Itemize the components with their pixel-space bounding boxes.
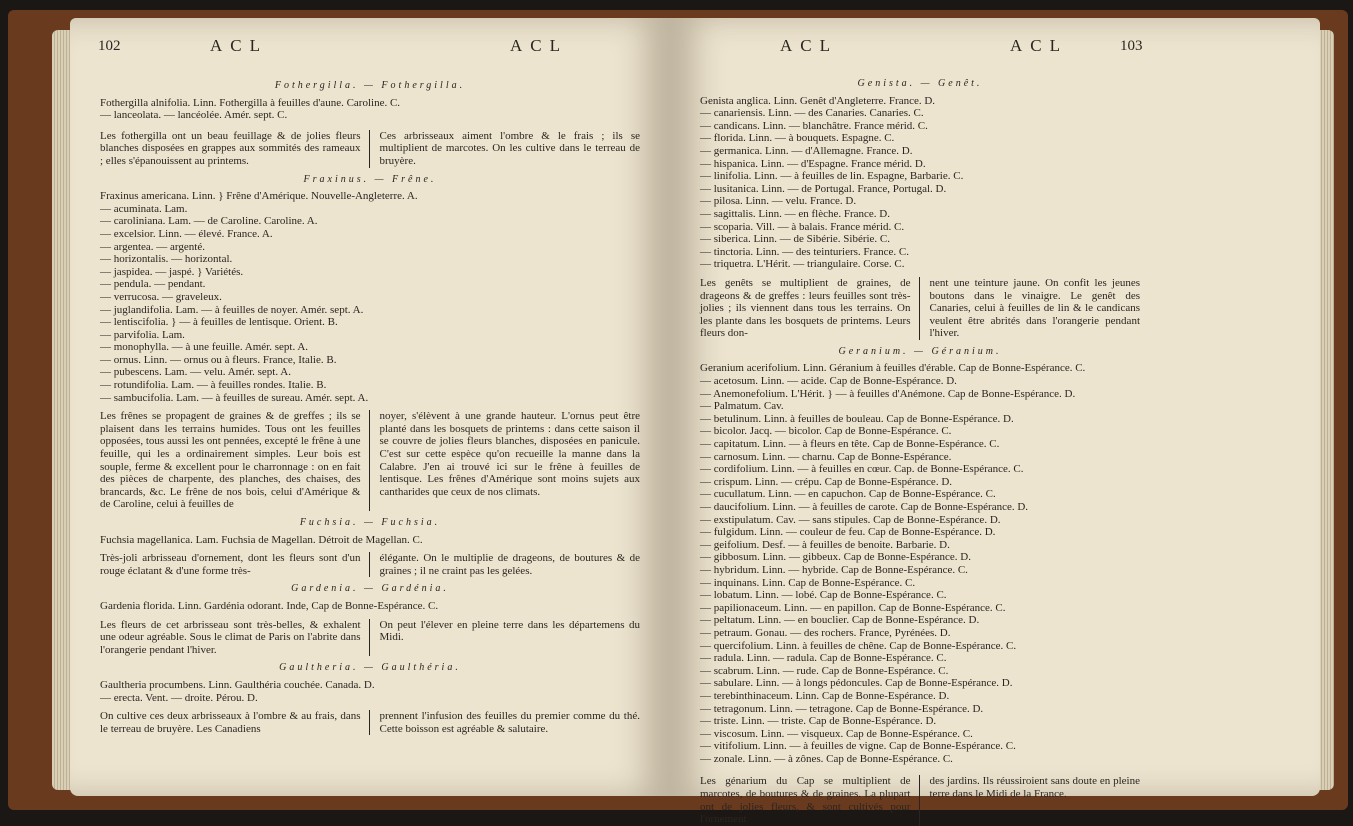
entry: — peltatum. Linn. — en bouclier. Cap de Bonne-Espérance. D. bbox=[700, 614, 980, 627]
entry: — pubescens. Lam. — velu. Amér. sept. A. bbox=[100, 366, 291, 379]
entry: — triquetra. L'Hérit. — triangulaire. Corse. C. bbox=[700, 258, 905, 271]
page-edges-left bbox=[52, 30, 72, 790]
column-text: Très-joli arbrisseau d'ornement, dont les fleurs sont d'un rouge éclatant & d'une forme très- bbox=[100, 552, 370, 577]
entry: — cucullatum. Linn. — en capuchon. Cap de Bonne-Espérance. C. bbox=[700, 488, 996, 501]
entry: Gardenia florida. Linn. Gardénia odorant. Inde, Cap de Bonne-Espérance. C. bbox=[100, 599, 439, 612]
two-column-text bbox=[700, 277, 1140, 340]
column-text: Les genêts se multiplient de graines, de drageons & de greffes : leurs feuilles sont très-jolies ; ils viennent dans tous les terrains. On les plante dans les bosquets de printems. Leurs fleurs don- bbox=[700, 277, 920, 340]
entry: — germanica. Linn. — d'Allemagne. France. D. bbox=[700, 144, 913, 157]
entry: — papilionaceum. Linn. — en papillon. Cap de Bonne-Espérance. C. bbox=[700, 601, 1006, 614]
entry: — carnosum. Linn. — charnu. Cap de Bonne-Espérance. bbox=[700, 450, 952, 463]
entry: — siberica. Linn. — de Sibérie. Sibérie. C. bbox=[700, 233, 891, 246]
entry: — bicolor. Jacq. — bicolor. Cap de Bonne-Espérance. C. bbox=[700, 425, 952, 438]
entry: — hybridum. Linn. — hybride. Cap de Bonne-Espérance. C. bbox=[700, 563, 968, 576]
column-text: Les fleurs de cet arbrisseau sont très-belles, & exhalent une odeur agréable. Sous le climat de Paris on l'abrite dans l'orangerie pendant l'hiver. bbox=[100, 619, 370, 657]
entry: — viscosum. Linn. — visqueux. Cap de Bonne-Espérance. C. bbox=[700, 727, 973, 740]
column-text: Ces arbrisseaux aiment l'ombre & le frais ; ils se multiplient de marcotes. On les cultive dans le terreau de bruyère. bbox=[379, 129, 640, 167]
entry: — linifolia. Linn. — à feuilles de lin. Espagne, Barbarie. C. bbox=[700, 170, 964, 183]
entry: — daucifolium. Linn. — à feuilles de carote. Cap de Bonne-Espérance. D. bbox=[700, 501, 1029, 513]
entry: Fuchsia magellanica. Lam. Fuchsia de Magellan. Détroit de Magellan. C. bbox=[100, 533, 423, 546]
two-column-text bbox=[100, 619, 640, 657]
section-heading: Fraxinus. — Frêne. bbox=[303, 173, 437, 185]
left-page bbox=[70, 18, 670, 796]
two-column-text bbox=[100, 130, 640, 168]
entry: — argentea. — argenté. bbox=[100, 240, 205, 253]
column-text: Les frênes se propagent de graines & de greffes ; ils se plaisent dans les terrains humides. Tous ont les feuilles opposées, tous aussi les ont pennées, excepté le frêne à une feuille, qui les a ordinairement simples. Leur bois est souple, ferme & excellent pour le charronnage : on en fait des pièces de charpente, des planches, des chaises, des brancards, &c. Le frêne de nos bois, celui d'Amérique & de Caroline, celui à feuilles de bbox=[100, 410, 370, 511]
entry: — fulgidum. Linn. — couleur de feu. Cap de Bonne-Espérance. D. bbox=[700, 526, 996, 539]
entry: — pilosa. Linn. — velu. France. D. bbox=[700, 195, 857, 208]
section-heading: Genista. — Genêt. bbox=[857, 78, 983, 89]
running-header-right: ACL bbox=[510, 36, 568, 55]
column-text: On cultive ces deux arbrisseaux à l'ombre & au frais, dans le terreau de bruyère. Les Canadiens bbox=[100, 710, 370, 735]
column-text: prennent l'infusion des feuilles du premier comme du thé. Cette boisson est agréable & salutaire. bbox=[379, 710, 640, 735]
running-header-right: ACL bbox=[1010, 36, 1068, 55]
section-heading: Gardenia. — Gardénia. bbox=[291, 583, 449, 595]
entry: — cordifolium. Linn. — à feuilles en cœur. Cap. de Bonne-Espérance. C. bbox=[700, 463, 1024, 476]
entry: — excelsior. Linn. — élevé. France. A. bbox=[100, 227, 273, 240]
entry: — triste. Linn. — triste. Cap de Bonne-Espérance. D. bbox=[700, 715, 937, 728]
page-number: 103 bbox=[1120, 38, 1143, 54]
entry: — terebinthinaceum. Linn. Cap de Bonne-Espérance. D. bbox=[700, 689, 950, 702]
column-text: Les fothergilla ont un beau feuillage & de jolies fleurs blanches disposées en grappes aux sommités des rameaux ; elles s'épanouissent au printems. bbox=[100, 130, 370, 168]
entry: — radula. Linn. — radula. Cap de Bonne-Espérance. C. bbox=[700, 652, 947, 665]
section-heading: Fothergilla. — Fothergilla. bbox=[274, 80, 466, 91]
entry: — betulinum. Linn. à feuilles de bouleau. Cap de Bonne-Espérance. D. bbox=[700, 412, 1014, 425]
column-text: des jardins. Ils réussiroient sans doute en pleine terre dans le Midi de la France. bbox=[929, 775, 1140, 801]
entry: — rotundifolia. Lam. — à feuilles rondes. Italie. B. bbox=[100, 379, 327, 392]
entry: — candicans. Linn. — blanchâtre. France mérid. C. bbox=[700, 119, 928, 132]
entry: — ornus. Linn. — ornus ou à fleurs. France, Italie. B. bbox=[100, 353, 337, 366]
right-page bbox=[670, 18, 1320, 826]
entry: — scabrum. Linn. — rude. Cap de Bonne-Espérance. C. bbox=[700, 664, 949, 677]
column-text: Les génarium du Cap se multiplient de marcotes, de boutures & de graines. La plupart ont de jolies fleurs, & sont cultivés pour l'ornement bbox=[700, 775, 920, 825]
column-text: On peut l'élever en pleine terre dans les départemens du Midi. bbox=[379, 618, 640, 644]
entry: — lobatum. Linn. — lobé. Cap de Bonne-Espérance. C. bbox=[700, 589, 947, 602]
entry: — sabulare. Linn. — à longs pédoncules. Cap de Bonne-Espérance. D. bbox=[700, 677, 1013, 690]
entry: — Palmatum. Cav. bbox=[700, 400, 784, 413]
entry: — juglandifolia. Lam. — à feuilles de noyer. Amér. sept. A. bbox=[100, 303, 364, 316]
entry: — vitifolium. Linn. — à feuilles de vigne. Cap de Bonne-Espérance. C. bbox=[700, 740, 1016, 753]
entry: — canariensis. Linn. — des Canaries. Canaries. C. bbox=[700, 107, 924, 120]
entry: — Anemonefolium. L'Hérit. } — à feuilles d'Anémone. Cap de Bonne-Espérance. D. bbox=[700, 387, 1076, 400]
entry: — hispanica. Linn. — d'Espagne. France mérid. D. bbox=[700, 157, 926, 170]
entry: — inquinans. Linn. Cap de Bonne-Espérance. C. bbox=[700, 576, 916, 589]
entry: — lusitanica. Linn. — de Portugal. France, Portugal. D. bbox=[700, 182, 947, 195]
two-column-text bbox=[100, 710, 640, 735]
column-text: nent une teinture jaune. On confit les jeunes boutons dans le vinaigre. Le genêt des Canaries, celui à feuilles de lin & le candicans veulent être abrités dans l'orangerie pendant l'hiver. bbox=[929, 276, 1140, 340]
page-number: 102 bbox=[98, 38, 121, 54]
entry: — erecta. Vent. — droite. Pérou. D. bbox=[100, 691, 258, 704]
entry: — acetosum. Linn. — acide. Cap de Bonne-Espérance. D. bbox=[700, 375, 957, 388]
column-text: noyer, s'élèvent à une grande hauteur. L'ornus peut être planté dans les bosquets de printems : dans cette saison il se couvre de jolies fleurs blanches, disposées en panicule. C'est sur cette espèce qu'on recueille la manne dans la Calabre. J'en ai trouvé ici sur le frêne à feuilles de lentisque. Les frênes d'Amérique sont moins sujets aux cantharides que ceux de nos climats. bbox=[379, 410, 640, 498]
two-column-text bbox=[700, 775, 1140, 825]
entry: — acuminata. Lam. bbox=[100, 202, 188, 215]
entry: — gibbosum. Linn. — gibbeux. Cap de Bonne-Espérance. D. bbox=[700, 551, 971, 564]
entry: — monophylla. — à une feuille. Amér. sept. A. bbox=[100, 341, 309, 354]
entry: — florida. Linn. — à bouquets. Espagne. C. bbox=[700, 132, 895, 145]
left-text-block bbox=[100, 74, 640, 735]
entry: — zonale. Linn. — à zônes. Cap de Bonne-Espérance. C. bbox=[700, 752, 953, 765]
entry: — verrucosa. — graveleux. bbox=[100, 290, 222, 303]
column-text: élégante. On le multiplie de drageons, de boutures & de graines ; il ne craint pas les gelées. bbox=[379, 552, 640, 577]
entry: — caroliniana. Lam. — de Caroline. Caroline. A. bbox=[100, 215, 318, 228]
entry: — horizontalis. — horizontal. bbox=[100, 253, 233, 266]
entry: — scoparia. Vill. — à balais. France mérid. C. bbox=[700, 220, 905, 233]
running-header-left: ACL bbox=[210, 36, 268, 55]
two-column-text bbox=[100, 552, 640, 577]
section-heading: Gaultheria. — Gaulthéria. bbox=[279, 662, 461, 674]
entry: — capitatum. Linn. — à fleurs en tête. Cap de Bonne-Espérance. C. bbox=[700, 438, 1000, 451]
running-header-left: ACL bbox=[780, 36, 838, 55]
entry: — pendula. — pendant. bbox=[100, 278, 206, 291]
entry: — crispum. Linn. — crépu. Cap de Bonne-Espérance. D. bbox=[700, 475, 953, 488]
entry: — jaspidea. — jaspé. } Variétés. bbox=[100, 265, 244, 278]
entry: — lentiscifolia. } — à feuilles de lentisque. Orient. B. bbox=[100, 316, 338, 329]
section-heading: Geranium. — Géranium. bbox=[838, 345, 1002, 357]
entry: Genista anglica. Linn. Genêt d'Angleterre. France. D. bbox=[700, 94, 936, 107]
right-text-block bbox=[700, 72, 1140, 826]
entry: — quercifolium. Linn. à feuilles de chêne. Cap de Bonne-Espérance. C. bbox=[700, 639, 1017, 652]
section-heading: Fuchsia. — Fuchsia. bbox=[299, 517, 441, 528]
entry: Fothergilla alnifolia. Linn. Fothergilla à feuilles d'aune. Caroline. C. bbox=[100, 96, 401, 109]
entry: Geranium acerifolium. Linn. Géranium à feuilles d'érable. Cap de Bonne-Espérance. C. bbox=[700, 362, 1086, 375]
entry: — lanceolata. — lancéolée. Amér. sept. C. bbox=[100, 109, 288, 122]
entry: — sagittalis. Linn. — en flèche. France. D. bbox=[700, 207, 891, 220]
entry: — parvifolia. Lam. bbox=[100, 328, 185, 341]
entry: Gaultheria procumbens. Linn. Gaulthéria couchée. Canada. D. bbox=[100, 678, 375, 691]
entry: — exstipulatum. Cav. — sans stipules. Cap de Bonne-Espérance. D. bbox=[700, 513, 1001, 526]
entry: — petraum. Gonau. — des rochers. France, Pyrénées. D. bbox=[700, 626, 951, 639]
entry: — sambucifolia. Lam. — à feuilles de sureau. Amér. sept. A. bbox=[100, 391, 369, 404]
two-column-text bbox=[100, 410, 640, 511]
entry: — tinctoria. Linn. — des teinturiers. France. C. bbox=[700, 245, 909, 258]
entry: Fraxinus americana. Linn. } Frêne d'Amérique. Nouvelle-Angleterre. A. bbox=[100, 190, 418, 203]
entry: — tetragonum. Linn. — tetragone. Cap de Bonne-Espérance. D. bbox=[700, 702, 984, 715]
entry: — geifolium. Desf. — à feuilles de benoite. Barbarie. D. bbox=[700, 538, 950, 551]
